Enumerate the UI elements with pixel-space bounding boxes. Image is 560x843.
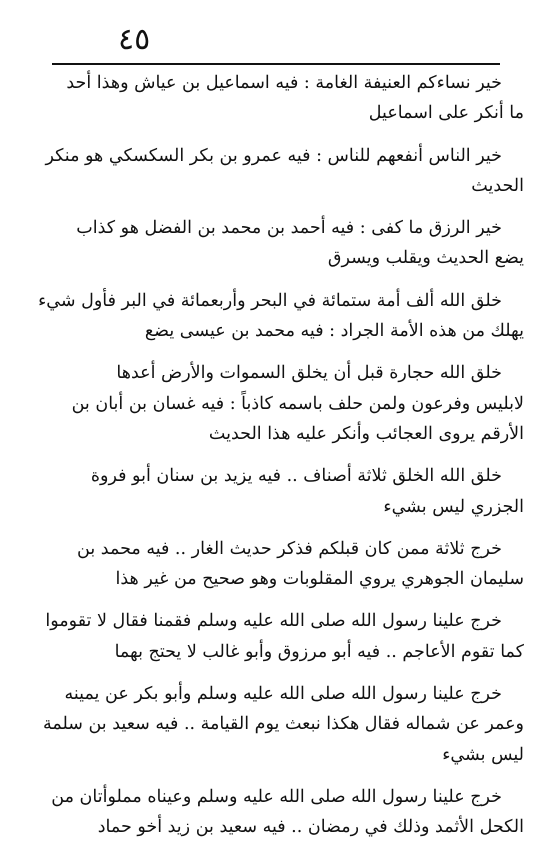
text-line: لابليس وفرعون ولمن حلف باسمه كاذباً : فيه غسان بن أبان بن xyxy=(71,393,524,414)
hadith-entry xyxy=(36,358,524,449)
hadith-entry xyxy=(36,68,524,129)
text-line: الجزري ليس بشيء xyxy=(383,496,524,517)
hadith-entry xyxy=(36,782,524,843)
entry-gap xyxy=(36,770,524,782)
page-number: ٤٥ xyxy=(118,22,151,57)
text-line: خلق الله الخلق ثلاثة أصناف .. فيه يزيد بن سنان أبو فروة xyxy=(90,466,502,487)
text-line: يضع الحديث ويقلب ويسرق xyxy=(327,248,524,269)
entry-gap xyxy=(36,522,524,534)
text-line: الحديث xyxy=(471,175,524,196)
text-line: يهلك من هذه الأمة الجراد : فيه محمد بن عيسى يضع xyxy=(144,321,524,342)
text-line: خلق الله حجارة قبل أن يخلق السموات والأرض أعدها xyxy=(116,363,502,384)
text-line: خير نساءكم العنيفة الغامة : فيه اسماعيل بن عياش وهذا أحد xyxy=(66,73,502,93)
text-line: خلق الله ألف أمة ستمائة في البحر وأربعمائة في البر فأول شيء xyxy=(38,290,502,311)
text-line: ما أنكر على اسماعيل xyxy=(368,103,524,124)
text-line: خرج ثلاثة ممن كان قبلكم فذكر حديث الغار .. فيه محمد بن xyxy=(77,538,502,559)
text-line: سليمان الجوهري يروي المقلوبات وهو صحيح من غير هذا xyxy=(115,569,524,590)
hadith-entry xyxy=(36,534,524,595)
hadith-entry xyxy=(36,461,524,522)
entry-gap xyxy=(36,274,524,286)
entry-gap xyxy=(36,449,524,461)
page-body xyxy=(36,68,524,843)
entry-gap xyxy=(36,667,524,679)
text-line: كما تقوم الأعاجم .. فيه أبو مرزوق وأبو غالب لا يحتج بهما xyxy=(114,641,524,662)
entry-gap xyxy=(36,201,524,213)
hadith-entry xyxy=(36,213,524,274)
entry-gap xyxy=(36,129,524,141)
hadith-entry xyxy=(36,141,524,202)
text-line: الأرقم يروى العجائب وأنكر عليه هذا الحديث xyxy=(208,423,524,444)
text-line: خير الناس أنفعهم للناس : فيه عمرو بن بكر السكسكي هو منكر xyxy=(45,145,502,166)
text-line: خرج علينا رسول الله صلى الله عليه وسلم وعيناه مملوأتان من xyxy=(51,786,502,807)
text-line: خير الرزق ما كفى : فيه أحمد بن محمد بن الفضل هو كذاب xyxy=(76,218,502,239)
header-rule xyxy=(52,63,500,65)
text-line: ليس بشيء xyxy=(442,744,524,765)
hadith-entry xyxy=(36,606,524,667)
text-line: خرج علينا رسول الله صلى الله عليه وسلم وأبو بكر عن يمينه xyxy=(64,684,502,705)
entry-gap xyxy=(36,594,524,606)
entry-gap xyxy=(36,346,524,358)
text-line: وعمر عن شماله فقال هكذا نبعث يوم القيامة .. فيه سعيد بن سلمة xyxy=(42,714,524,735)
hadith-entry xyxy=(36,286,524,347)
hadith-entry xyxy=(36,679,524,770)
text-line: الكحل الأثمد وذلك في رمضان .. فيه سعيد بن زيد أخو حماد xyxy=(97,817,524,838)
text-line: خرج علينا رسول الله صلى الله عليه وسلم فقمنا فقال لا تقوموا xyxy=(45,611,502,632)
